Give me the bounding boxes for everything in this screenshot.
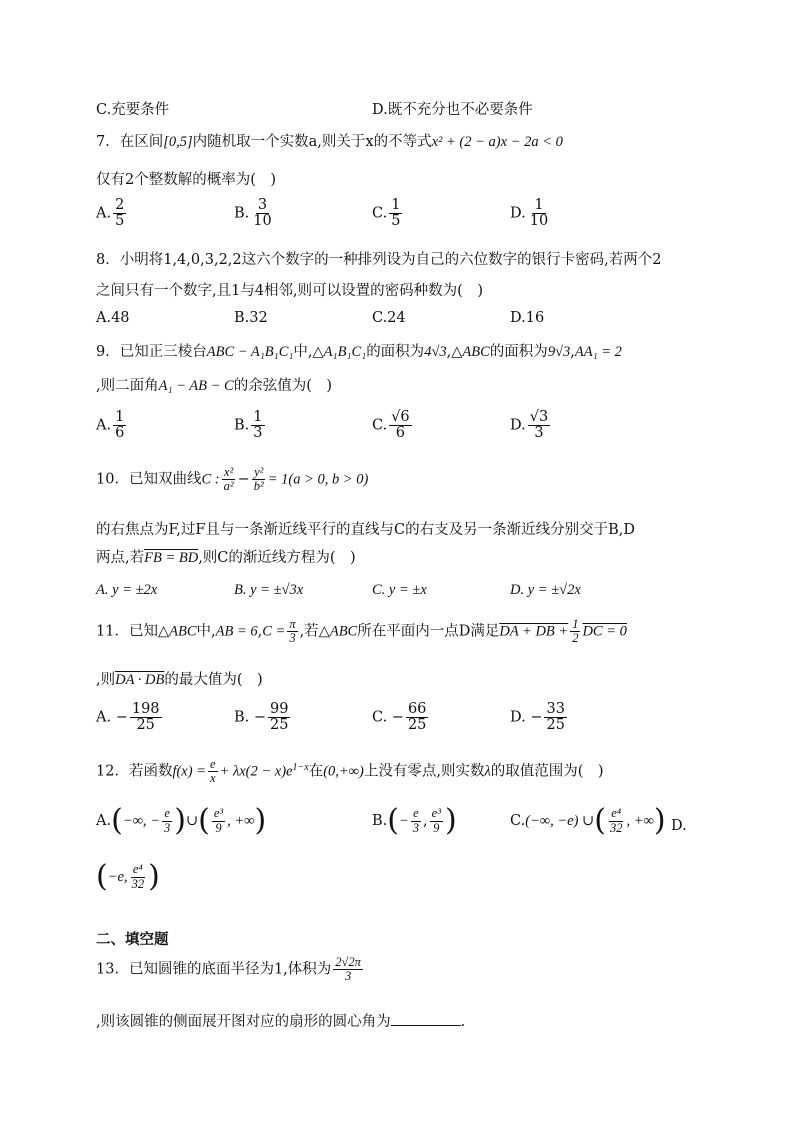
q7-stem-line2: 仅有2个整数解的概率为( ) xyxy=(96,172,277,188)
q9-stem-line1: 9．已知正三棱台ABC − A₁B₁C₁中,△A₁B₁C₁的面积为4√3,△ABC的面积为9√3,AA₁ = 2 xyxy=(96,344,622,360)
q10-vector-equation: FB = BD xyxy=(144,550,199,566)
q10-stem-line2: 的右焦点为F,过F且与一条渐近线平行的直线与C的右支及另一条渐近线分别交于B,D xyxy=(96,522,635,538)
q8-option-a: A.48 xyxy=(96,310,130,326)
q8-option-d: D.16 xyxy=(510,310,545,326)
q9-stem-line2: ,则二面角A₁ − AB − C的余弦值为( ) xyxy=(96,378,333,394)
q9-option-c: C. $\frac{√6}{6}$ xyxy=(372,409,410,442)
q8-option-b: B.32 xyxy=(234,310,268,326)
q6-option-c: C.充要条件 xyxy=(96,102,170,118)
q7-option-c: C. $\frac{1}{5}$ xyxy=(372,197,401,230)
q11-option-a: A. − $\frac{198}{25}$ xyxy=(96,701,160,734)
q11-stem-line1: 11．已知△ABC中,AB = 6,C = $\frac{\pi}{3}$ ,若△ABC所在平面内一点D满足DA + DB + $\frac{1}{2}$ DC = 0 xyxy=(96,617,627,646)
q12-option-d-label: D. xyxy=(671,818,687,834)
q8-stem-line1: 8．小明将1,4,0,3,2,2这六个数字的一种排列设为自己的六位数字的银行卡密码,若两个2 xyxy=(96,252,662,268)
q10-stem-line3: 两点,若FB = BD,则C的渐近线方程为( ) xyxy=(96,550,356,566)
q12-option-b: B.(− $\frac{e}{3}$ , $\frac{\text{e³}}{9}$ ) xyxy=(372,803,457,838)
q7-option-b: B. $\frac{3}{10}$ xyxy=(234,197,272,230)
q11-option-b: B. − $\frac{99}{25}$ xyxy=(234,701,289,734)
q12-option-c: C.(−∞, −e) ∪( $\frac{\text{e⁴}}{32}$ , +∞) xyxy=(510,803,666,838)
q12-option-d-value: (−e, $\frac{\text{e⁴}}{32}$ ) xyxy=(96,859,160,894)
q10-option-d: D. y = ±√2x xyxy=(510,582,581,598)
q11-stem-line2: ,则DA · DB的最大值为( ) xyxy=(96,672,263,688)
q8-option-c: C.24 xyxy=(372,310,406,326)
q7-option-a: A. $\frac{2}{5}$ xyxy=(96,197,125,230)
q9-option-a: A. $\frac{1}{6}$ xyxy=(96,409,125,442)
answer-blank[interactable] xyxy=(391,1011,461,1026)
q12-stem-line1: 12．若函数f(x) = $\frac{e}{x}$ + $\lambda x(2 - x)e^{1-x}$在(0,+∞)上没有零点,则实数λ的取值范围为( ) xyxy=(96,757,604,786)
q6-option-d: D.既不充分也不必要条件 xyxy=(372,102,533,118)
q7-stem-line1: 7．在区间[0,5]内随机取一个实数a,则关于x的不等式x² + (2 − a)x − 2a < 0 xyxy=(96,134,563,150)
q8-stem-line2: 之间只有一个数字,且1与4相邻,则可以设置的密码种数为( ) xyxy=(96,283,483,299)
q13-stem-line2: ,则该圆锥的侧面展开图对应的扇形的圆心角为 . xyxy=(96,1010,465,1031)
q11-option-d: D. − $\frac{33}{25}$ xyxy=(510,701,565,734)
q7-option-d: D. $\frac{1}{10}$ xyxy=(510,197,549,230)
q9-option-d: D. $\frac{√3}{3}$ xyxy=(510,409,549,442)
q12-option-a: A.(−∞, − $\frac{e}{3}$ )∪( $\frac{\text{e³}}{9}$ , +∞) xyxy=(96,803,267,838)
q11-option-c: C. − $\frac{66}{25}$ xyxy=(372,701,427,734)
q10-stem-line1: 10．已知双曲线C : $\frac{\text{x²}}{\text{a²}}$ − $\frac{\text{y²}}{\text{b²}}$ = 1(a > 0, b > 0) xyxy=(96,465,369,494)
q9-option-b: B. $\frac{1}{3}$ xyxy=(234,409,263,442)
q10-option-c: C. y = ±x xyxy=(372,582,427,598)
q10-option-b: B. y = ±√3x xyxy=(234,582,304,598)
section-heading-fill-in: 二、填空题 xyxy=(96,931,169,948)
q10-option-a: A. y = ±2x xyxy=(96,582,158,598)
q13-stem-line1: 13．已知圆锥的底面半径为1,体积为 $\frac{2√2\pi}{3}$ xyxy=(96,955,361,984)
